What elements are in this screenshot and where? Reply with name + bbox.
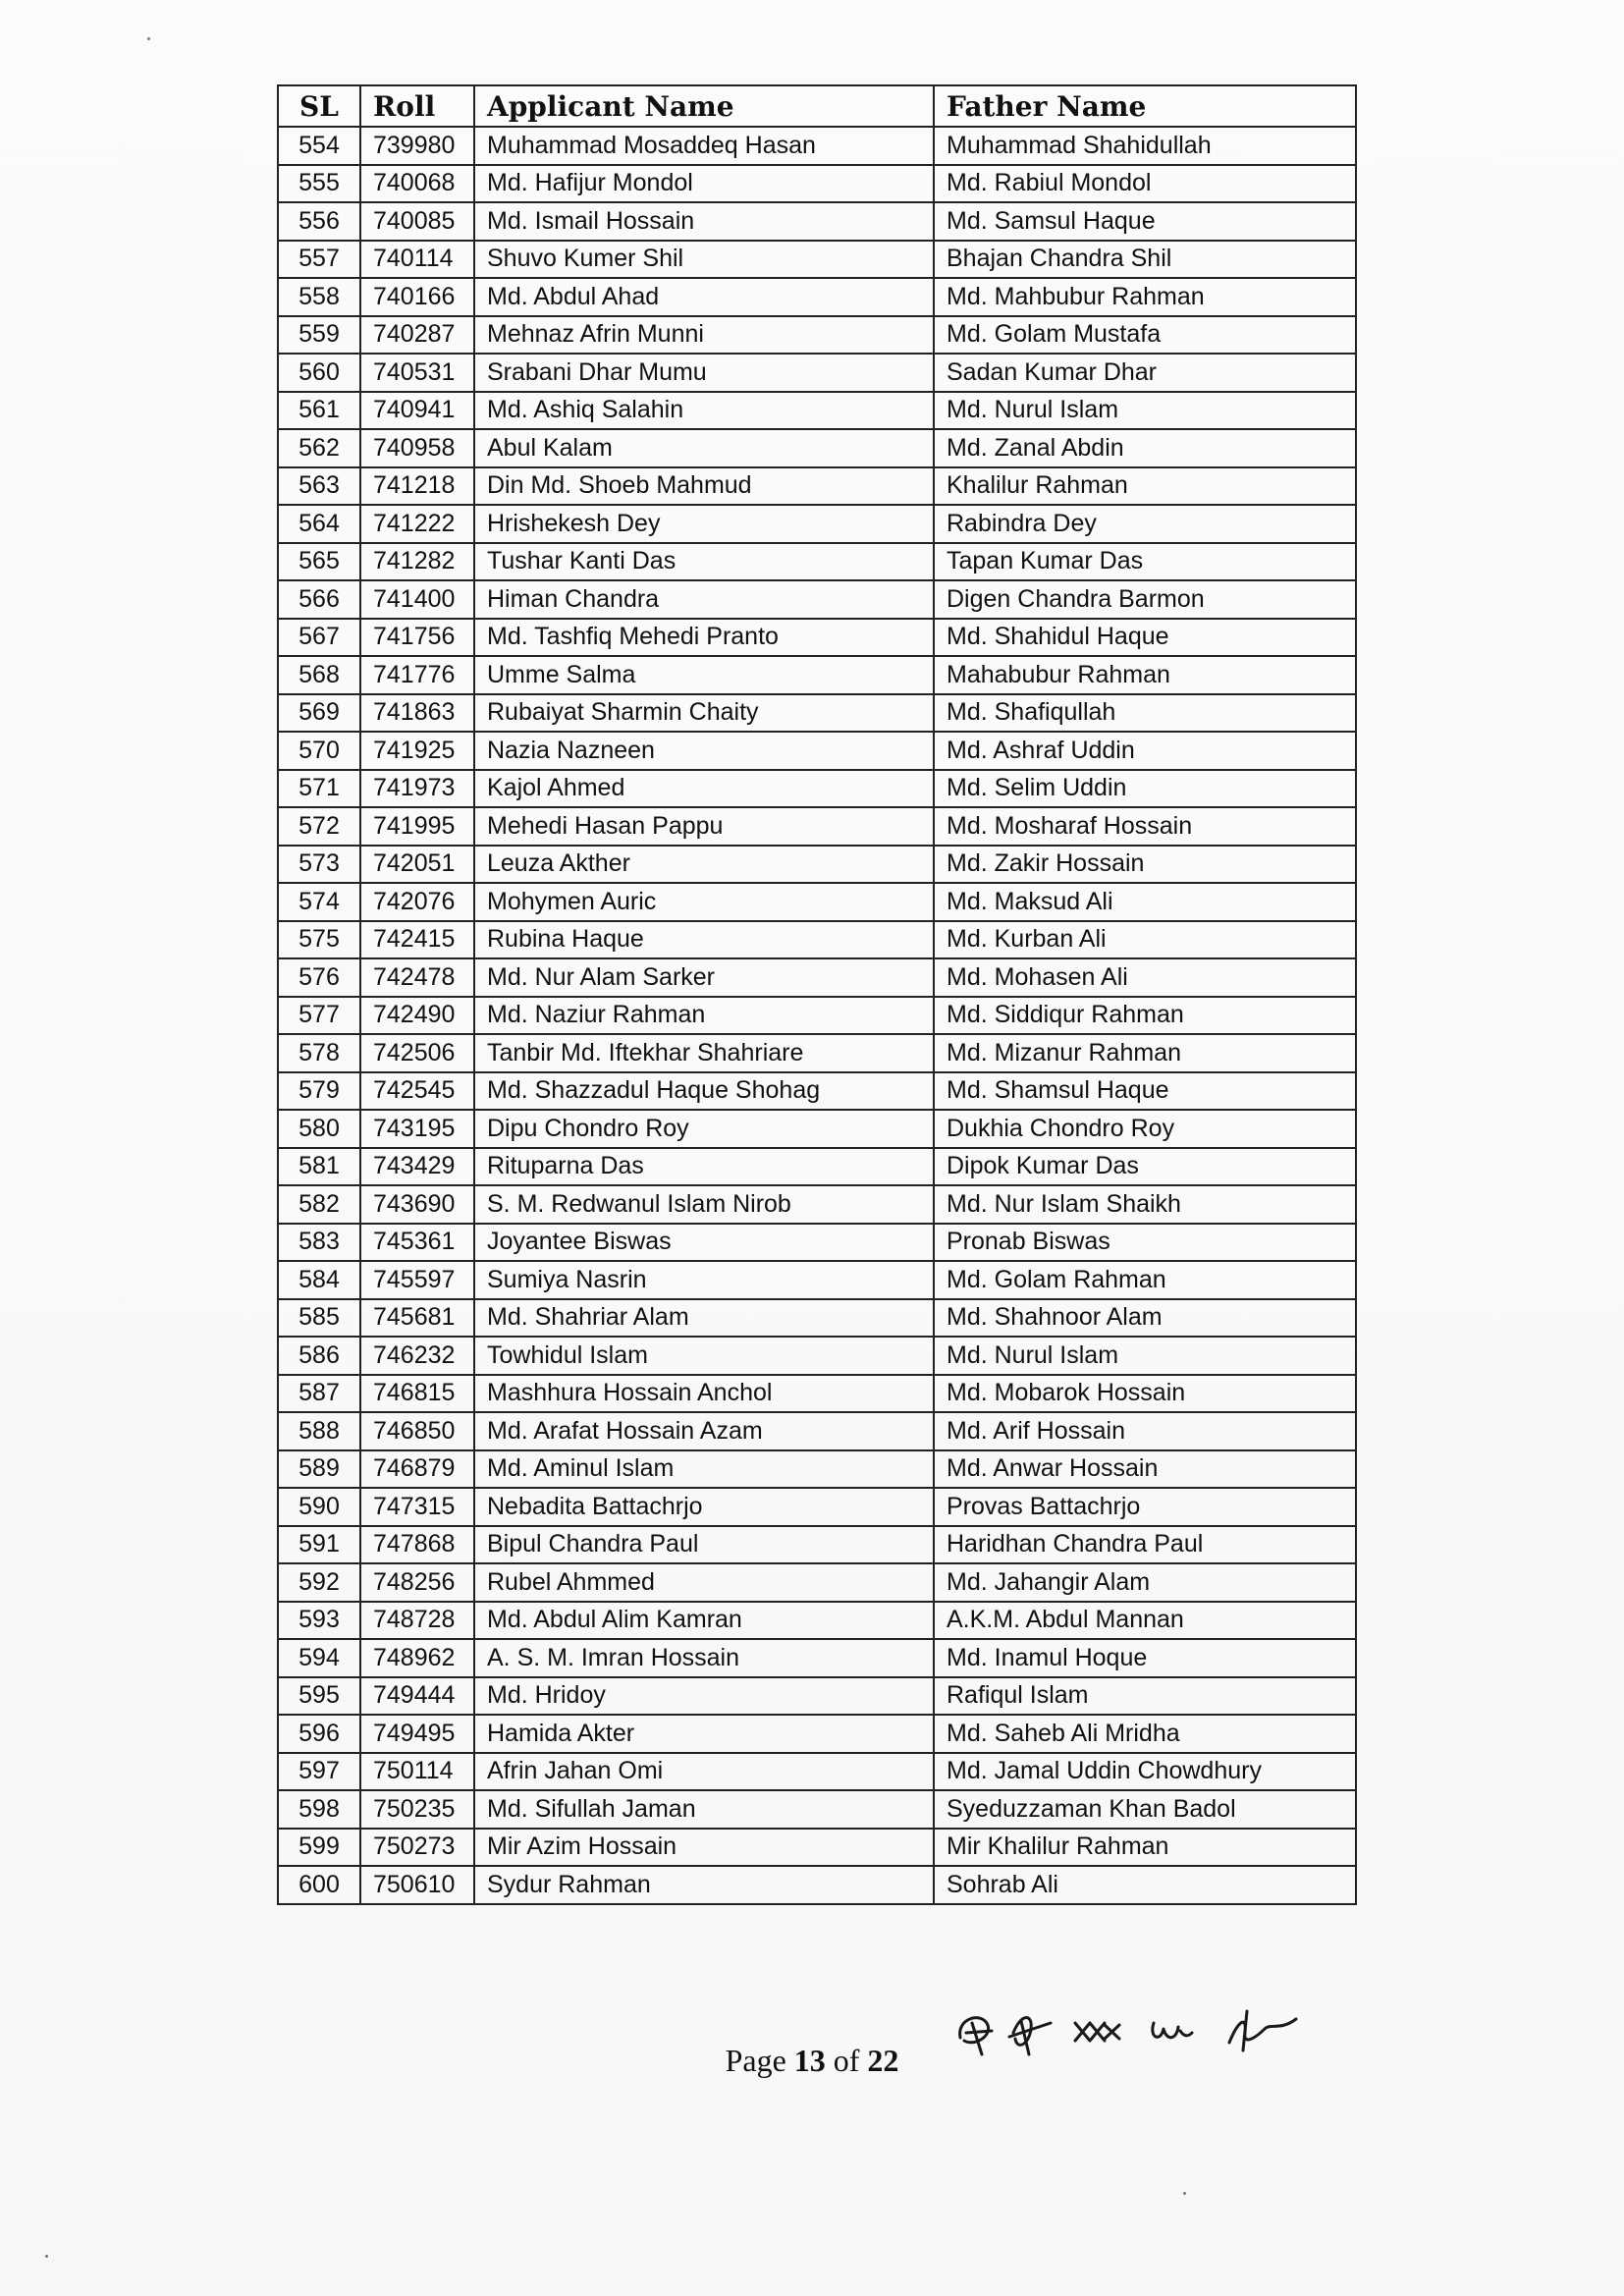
row-roll: 741925	[360, 732, 474, 770]
table-header	[278, 85, 1356, 127]
row-father-name: Rafiqul Islam	[934, 1677, 1356, 1716]
row-sl: 592	[278, 1563, 360, 1602]
row-applicant-name: Kajol Ahmed	[474, 770, 934, 808]
row-applicant-name: Md. Ismail Hossain	[474, 202, 934, 241]
row-roll: 741400	[360, 580, 474, 619]
row-roll: 750273	[360, 1829, 474, 1867]
row-father-name: Md. Mosharaf Hossain	[934, 807, 1356, 846]
table-row	[278, 467, 1356, 506]
table-row	[278, 316, 1356, 355]
row-roll: 741222	[360, 505, 474, 543]
row-roll: 740531	[360, 354, 474, 392]
row-father-name: Md. Inamul Hoque	[934, 1639, 1356, 1677]
row-applicant-name: Md. Arafat Hossain Azam	[474, 1412, 934, 1450]
row-father-name: Md. Arif Hossain	[934, 1412, 1356, 1450]
table-row	[278, 1034, 1356, 1072]
row-sl: 564	[278, 505, 360, 543]
row-roll: 741863	[360, 694, 474, 733]
page-prefix: Page	[725, 2043, 786, 2078]
row-father-name: Mir Khalilur Rahman	[934, 1829, 1356, 1867]
table-row	[278, 846, 1356, 884]
header-sl: SL	[278, 85, 360, 127]
table-row	[278, 1677, 1356, 1716]
row-roll: 740068	[360, 165, 474, 203]
row-roll: 740114	[360, 241, 474, 279]
row-sl: 584	[278, 1261, 360, 1299]
row-sl: 560	[278, 354, 360, 392]
row-father-name: Md. Shamsul Haque	[934, 1072, 1356, 1111]
row-roll: 746815	[360, 1375, 474, 1413]
table-row	[278, 1224, 1356, 1262]
row-sl: 562	[278, 429, 360, 467]
row-sl: 593	[278, 1602, 360, 1640]
row-father-name: Md. Anwar Hossain	[934, 1450, 1356, 1489]
row-father-name: Rabindra Dey	[934, 505, 1356, 543]
row-father-name: Md. Golam Rahman	[934, 1261, 1356, 1299]
row-roll: 746232	[360, 1337, 474, 1375]
table-row	[278, 127, 1356, 165]
header-roll: Roll	[360, 85, 474, 127]
row-sl: 598	[278, 1790, 360, 1829]
row-applicant-name: Himan Chandra	[474, 580, 934, 619]
row-roll: 740166	[360, 278, 474, 316]
row-sl: 569	[278, 694, 360, 733]
row-applicant-name: Srabani Dhar Mumu	[474, 354, 934, 392]
row-sl: 591	[278, 1526, 360, 1564]
table-row	[278, 958, 1356, 997]
row-applicant-name: Abul Kalam	[474, 429, 934, 467]
row-sl: 590	[278, 1488, 360, 1526]
row-roll: 741776	[360, 656, 474, 694]
table-body	[278, 127, 1356, 1904]
table-row	[278, 1450, 1356, 1489]
row-father-name: Haridhan Chandra Paul	[934, 1526, 1356, 1564]
row-sl: 580	[278, 1110, 360, 1148]
row-applicant-name: Md. Abdul Ahad	[474, 278, 934, 316]
row-sl: 572	[278, 807, 360, 846]
page-number	[0, 2043, 1624, 2079]
row-sl: 570	[278, 732, 360, 770]
table-row	[278, 202, 1356, 241]
row-roll: 743690	[360, 1185, 474, 1224]
row-father-name: Md. Mohasen Ali	[934, 958, 1356, 997]
row-applicant-name: Shuvo Kumer Shil	[474, 241, 934, 279]
table-row	[278, 1753, 1356, 1791]
row-roll: 745361	[360, 1224, 474, 1262]
row-sl: 581	[278, 1148, 360, 1186]
row-applicant-name: Rituparna Das	[474, 1148, 934, 1186]
row-sl: 586	[278, 1337, 360, 1375]
row-roll: 739980	[360, 127, 474, 165]
row-applicant-name: Bipul Chandra Paul	[474, 1526, 934, 1564]
table-row	[278, 1148, 1356, 1186]
row-roll: 749495	[360, 1715, 474, 1753]
table-row	[278, 1639, 1356, 1677]
table-row	[278, 354, 1356, 392]
row-applicant-name: Md. Aminul Islam	[474, 1450, 934, 1489]
row-applicant-name: Mehedi Hasan Pappu	[474, 807, 934, 846]
row-sl: 597	[278, 1753, 360, 1791]
row-applicant-name: Dipu Chondro Roy	[474, 1110, 934, 1148]
row-applicant-name: Rubaiyat Sharmin Chaity	[474, 694, 934, 733]
row-sl: 579	[278, 1072, 360, 1111]
row-roll: 741282	[360, 543, 474, 581]
row-roll: 742051	[360, 846, 474, 884]
row-father-name: Muhammad Shahidullah	[934, 127, 1356, 165]
row-roll: 747315	[360, 1488, 474, 1526]
row-sl: 568	[278, 656, 360, 694]
row-applicant-name: Sydur Rahman	[474, 1866, 934, 1904]
row-sl: 555	[278, 165, 360, 203]
row-sl: 576	[278, 958, 360, 997]
row-applicant-name: Md. Hafijur Mondol	[474, 165, 934, 203]
row-father-name: Md. Shafiqullah	[934, 694, 1356, 733]
row-sl: 596	[278, 1715, 360, 1753]
row-applicant-name: Afrin Jahan Omi	[474, 1753, 934, 1791]
row-father-name: Md. Maksud Ali	[934, 883, 1356, 921]
row-applicant-name: Hamida Akter	[474, 1715, 934, 1753]
row-roll: 742490	[360, 997, 474, 1035]
row-roll: 745597	[360, 1261, 474, 1299]
row-roll: 750610	[360, 1866, 474, 1904]
row-applicant-name: Nazia Nazneen	[474, 732, 934, 770]
row-roll: 740941	[360, 392, 474, 430]
row-sl: 582	[278, 1185, 360, 1224]
row-sl: 599	[278, 1829, 360, 1867]
table-row	[278, 1488, 1356, 1526]
table-row	[278, 1185, 1356, 1224]
row-applicant-name: Tushar Kanti Das	[474, 543, 934, 581]
row-roll: 746850	[360, 1412, 474, 1450]
table-row	[278, 619, 1356, 657]
row-sl: 558	[278, 278, 360, 316]
row-sl: 600	[278, 1866, 360, 1904]
table-row	[278, 1261, 1356, 1299]
table-row	[278, 732, 1356, 770]
row-sl: 587	[278, 1375, 360, 1413]
row-applicant-name: Leuza Akther	[474, 846, 934, 884]
row-sl: 563	[278, 467, 360, 506]
row-father-name: Syeduzzaman Khan Badol	[934, 1790, 1356, 1829]
table-row	[278, 1866, 1356, 1904]
row-sl: 575	[278, 921, 360, 959]
table-row	[278, 694, 1356, 733]
row-applicant-name: Md. Abdul Alim Kamran	[474, 1602, 934, 1640]
scan-speck	[147, 37, 150, 40]
table-row	[278, 1375, 1356, 1413]
row-roll: 741218	[360, 467, 474, 506]
row-roll: 743429	[360, 1148, 474, 1186]
row-applicant-name: Mehnaz Afrin Munni	[474, 316, 934, 355]
row-roll: 741973	[360, 770, 474, 808]
table-row	[278, 1790, 1356, 1829]
row-father-name: Md. Golam Mustafa	[934, 316, 1356, 355]
table-row	[278, 1072, 1356, 1111]
row-sl: 559	[278, 316, 360, 355]
row-father-name: Tapan Kumar Das	[934, 543, 1356, 581]
row-applicant-name: Rubel Ahmmed	[474, 1563, 934, 1602]
row-sl: 574	[278, 883, 360, 921]
row-father-name: Md. Mahbubur Rahman	[934, 278, 1356, 316]
row-father-name: A.K.M. Abdul Mannan	[934, 1602, 1356, 1640]
row-father-name: Md. Nurul Islam	[934, 1337, 1356, 1375]
row-applicant-name: Hrishekesh Dey	[474, 505, 934, 543]
row-roll: 750114	[360, 1753, 474, 1791]
row-applicant-name: A. S. M. Imran Hossain	[474, 1639, 934, 1677]
row-father-name: Md. Ashraf Uddin	[934, 732, 1356, 770]
row-applicant-name: Nebadita Battachrjo	[474, 1488, 934, 1526]
row-applicant-name: S. M. Redwanul Islam Nirob	[474, 1185, 934, 1224]
table-row	[278, 1602, 1356, 1640]
table-row	[278, 1337, 1356, 1375]
row-father-name: Md. Siddiqur Rahman	[934, 997, 1356, 1035]
row-sl: 573	[278, 846, 360, 884]
header-applicant-name: Applicant Name	[474, 85, 934, 127]
row-applicant-name: Mashhura Hossain Anchol	[474, 1375, 934, 1413]
row-father-name: Digen Chandra Barmon	[934, 580, 1356, 619]
row-applicant-name: Md. Naziur Rahman	[474, 997, 934, 1035]
row-roll: 742545	[360, 1072, 474, 1111]
row-applicant-name: Tanbir Md. Iftekhar Shahriare	[474, 1034, 934, 1072]
row-sl: 583	[278, 1224, 360, 1262]
row-applicant-name: Joyantee Biswas	[474, 1224, 934, 1262]
row-applicant-name: Md. Sifullah Jaman	[474, 1790, 934, 1829]
row-roll: 748256	[360, 1563, 474, 1602]
row-sl: 585	[278, 1299, 360, 1338]
row-father-name: Md. Samsul Haque	[934, 202, 1356, 241]
row-applicant-name: Md. Shahriar Alam	[474, 1299, 934, 1338]
row-sl: 577	[278, 997, 360, 1035]
scan-speck	[1183, 2192, 1186, 2195]
row-father-name: Md. Zanal Abdin	[934, 429, 1356, 467]
row-father-name: Pronab Biswas	[934, 1224, 1356, 1262]
row-roll: 748728	[360, 1602, 474, 1640]
applicant-table	[277, 84, 1357, 1905]
scan-speck	[45, 2255, 48, 2258]
row-sl: 566	[278, 580, 360, 619]
row-roll: 748962	[360, 1639, 474, 1677]
row-applicant-name: Muhammad Mosaddeq Hasan	[474, 127, 934, 165]
table-row	[278, 505, 1356, 543]
row-applicant-name: Md. Hridoy	[474, 1677, 934, 1716]
row-father-name: Md. Nurul Islam	[934, 392, 1356, 430]
row-roll: 741756	[360, 619, 474, 657]
row-father-name: Md. Shahnoor Alam	[934, 1299, 1356, 1338]
row-roll: 740085	[360, 202, 474, 241]
row-father-name: Md. Jamal Uddin Chowdhury	[934, 1753, 1356, 1791]
table-row	[278, 1412, 1356, 1450]
row-father-name: Md. Nur Islam Shaikh	[934, 1185, 1356, 1224]
page-of: of	[833, 2043, 860, 2078]
row-father-name: Md. Kurban Ali	[934, 921, 1356, 959]
row-father-name: Md. Jahangir Alam	[934, 1563, 1356, 1602]
row-father-name: Mahabubur Rahman	[934, 656, 1356, 694]
row-roll: 743195	[360, 1110, 474, 1148]
table-row	[278, 392, 1356, 430]
row-sl: 561	[278, 392, 360, 430]
row-father-name: Md. Zakir Hossain	[934, 846, 1356, 884]
row-roll: 749444	[360, 1677, 474, 1716]
table-row	[278, 1526, 1356, 1564]
row-sl: 565	[278, 543, 360, 581]
row-applicant-name: Umme Salma	[474, 656, 934, 694]
row-father-name: Md. Mobarok Hossain	[934, 1375, 1356, 1413]
row-sl: 578	[278, 1034, 360, 1072]
table-row	[278, 1563, 1356, 1602]
table-row	[278, 1715, 1356, 1753]
row-father-name: Bhajan Chandra Shil	[934, 241, 1356, 279]
row-roll: 740958	[360, 429, 474, 467]
row-applicant-name: Md. Ashiq Salahin	[474, 392, 934, 430]
row-sl: 557	[278, 241, 360, 279]
row-applicant-name: Towhidul Islam	[474, 1337, 934, 1375]
row-sl: 594	[278, 1639, 360, 1677]
table-row	[278, 997, 1356, 1035]
row-roll: 746879	[360, 1450, 474, 1489]
table-row	[278, 165, 1356, 203]
row-father-name: Md. Selim Uddin	[934, 770, 1356, 808]
row-roll: 742076	[360, 883, 474, 921]
table-row	[278, 1299, 1356, 1338]
row-sl: 556	[278, 202, 360, 241]
row-father-name: Sohrab Ali	[934, 1866, 1356, 1904]
row-applicant-name: Md. Nur Alam Sarker	[474, 958, 934, 997]
row-applicant-name: Din Md. Shoeb Mahmud	[474, 467, 934, 506]
handwritten-signatures-icon	[952, 1994, 1306, 2062]
table-row	[278, 543, 1356, 581]
table-row	[278, 580, 1356, 619]
row-roll: 742506	[360, 1034, 474, 1072]
row-applicant-name: Md. Tashfiq Mehedi Pranto	[474, 619, 934, 657]
table-row	[278, 1110, 1356, 1148]
row-father-name: Dipok Kumar Das	[934, 1148, 1356, 1186]
row-sl: 588	[278, 1412, 360, 1450]
row-applicant-name: Mohymen Auric	[474, 883, 934, 921]
table-row	[278, 921, 1356, 959]
table-row	[278, 770, 1356, 808]
table-row	[278, 278, 1356, 316]
table-row	[278, 656, 1356, 694]
table-row	[278, 1829, 1356, 1867]
table-row	[278, 241, 1356, 279]
row-father-name: Khalilur Rahman	[934, 467, 1356, 506]
page-total: 22	[867, 2043, 899, 2078]
table-row	[278, 429, 1356, 467]
row-roll: 742478	[360, 958, 474, 997]
row-applicant-name: Sumiya Nasrin	[474, 1261, 934, 1299]
row-applicant-name: Md. Shazzadul Haque Shohag	[474, 1072, 934, 1111]
row-roll: 745681	[360, 1299, 474, 1338]
row-roll: 740287	[360, 316, 474, 355]
row-sl: 589	[278, 1450, 360, 1489]
row-sl: 595	[278, 1677, 360, 1716]
row-sl: 554	[278, 127, 360, 165]
row-father-name: Md. Shahidul Haque	[934, 619, 1356, 657]
row-sl: 567	[278, 619, 360, 657]
row-father-name: Md. Mizanur Rahman	[934, 1034, 1356, 1072]
row-father-name: Provas Battachrjo	[934, 1488, 1356, 1526]
row-sl: 571	[278, 770, 360, 808]
header-father-name: Father Name	[934, 85, 1356, 127]
row-roll: 750235	[360, 1790, 474, 1829]
row-applicant-name: Mir Azim Hossain	[474, 1829, 934, 1867]
row-roll: 747868	[360, 1526, 474, 1564]
table-row	[278, 807, 1356, 846]
header-row	[278, 85, 1356, 127]
row-father-name: Md. Rabiul Mondol	[934, 165, 1356, 203]
row-roll: 741995	[360, 807, 474, 846]
table-row	[278, 883, 1356, 921]
row-father-name: Md. Saheb Ali Mridha	[934, 1715, 1356, 1753]
row-father-name: Sadan Kumar Dhar	[934, 354, 1356, 392]
row-roll: 742415	[360, 921, 474, 959]
page-current: 13	[793, 2043, 826, 2078]
row-applicant-name: Rubina Haque	[474, 921, 934, 959]
row-father-name: Dukhia Chondro Roy	[934, 1110, 1356, 1148]
